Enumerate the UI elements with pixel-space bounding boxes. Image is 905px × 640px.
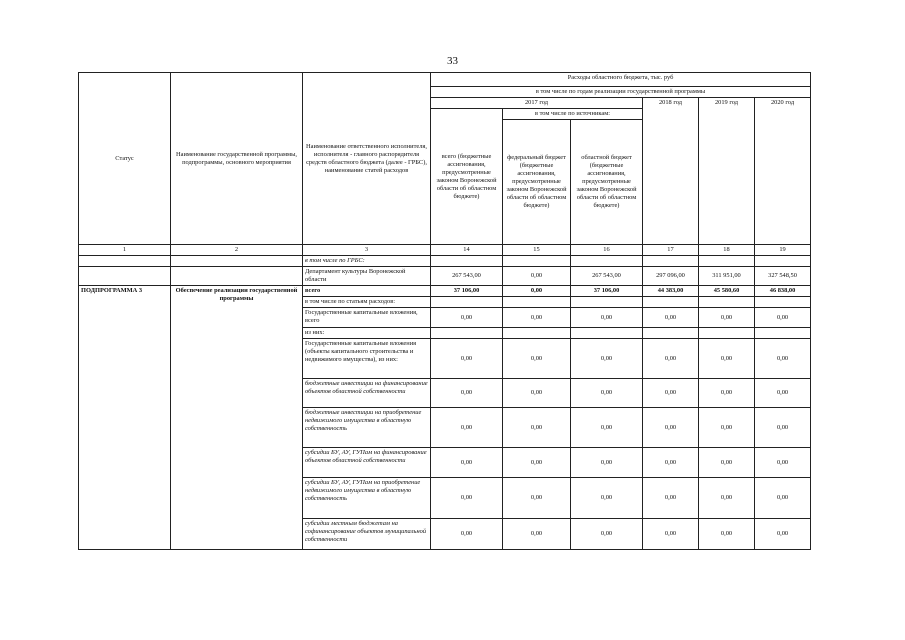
value-cell: 0,00 xyxy=(699,478,755,519)
detail-label: субсидии БУ, АУ, ГУПам на финансирование объектов областной собственности xyxy=(303,448,431,478)
value-cell: 0,00 xyxy=(755,448,811,478)
header-federal-col: федеральный бюджет (бюджетные ассигнования, предусмотренные законом Воронежской области об областном бюджете) xyxy=(503,120,571,245)
value-cell: 0,00 xyxy=(431,379,503,408)
header-budget-title: Расходы областного бюджета, тыс. руб xyxy=(431,73,811,87)
value-cell: 0,00 xyxy=(503,448,571,478)
detail-label: субсидии местным бюджетам на софинансирование объектов муниципальной собственности xyxy=(303,519,431,550)
department-row xyxy=(79,267,811,286)
department-label: Департамент культуры Воронежской области xyxy=(303,267,431,286)
col-index: 19 xyxy=(755,245,811,256)
value-cell: 0,00 xyxy=(755,339,811,379)
header-executor-name: Наименование ответственного исполнителя, исполнителя - главного распорядителя средств областного бюджета (далее - ГРБС), наименование статей расходов xyxy=(303,73,431,245)
value-cell: 0,00 xyxy=(643,478,699,519)
value-cell: 0,00 xyxy=(643,408,699,448)
header-by-sources: в том числе по источникам: xyxy=(503,109,643,120)
value-cell: 0,00 xyxy=(699,519,755,550)
value-cell: 311 951,00 xyxy=(699,267,755,286)
col-index: 2 xyxy=(171,245,303,256)
header-total-col: всего (бюджетные ассигнования, предусмотренные законом Воронежской области об областном бюджете) xyxy=(431,109,503,245)
value-cell: 0,00 xyxy=(571,379,643,408)
value-cell: 45 580,60 xyxy=(699,286,755,297)
header-year-2018: 2018 год xyxy=(643,98,699,245)
value-cell: 0,00 xyxy=(431,308,503,328)
value-cell: 0,00 xyxy=(699,308,755,328)
value-cell: 0,00 xyxy=(431,408,503,448)
value-cell: 0,00 xyxy=(503,267,571,286)
col-index: 17 xyxy=(643,245,699,256)
of-them-label: из них: xyxy=(303,328,431,339)
by-items-label: в том числе по статьям расходов: xyxy=(303,297,431,308)
subprogram-name: Обеспечение реализации государственной программы xyxy=(171,286,303,550)
value-cell: 0,00 xyxy=(643,339,699,379)
value-cell: 0,00 xyxy=(503,478,571,519)
subprogram-total-row xyxy=(79,286,811,297)
value-cell: 0,00 xyxy=(503,519,571,550)
header-by-years: в том числе по годам реализации государственной программы xyxy=(431,87,811,98)
value-cell: 0,00 xyxy=(503,408,571,448)
value-cell: 0,00 xyxy=(571,448,643,478)
value-cell: 0,00 xyxy=(643,379,699,408)
header-year-2019: 2019 год xyxy=(699,98,755,245)
value-cell: 0,00 xyxy=(755,379,811,408)
header-status: Статус xyxy=(79,73,171,245)
value-cell: 0,00 xyxy=(643,448,699,478)
value-cell: 0,00 xyxy=(755,478,811,519)
value-cell: 0,00 xyxy=(503,286,571,297)
value-cell: 0,00 xyxy=(699,339,755,379)
subprogram-status: ПОДПРОГРАММА 3 xyxy=(79,286,171,550)
col-index: 18 xyxy=(699,245,755,256)
col-index: 1 xyxy=(79,245,171,256)
page-number: 33 xyxy=(447,55,458,67)
value-cell: 0,00 xyxy=(643,519,699,550)
value-cell: 267 543,00 xyxy=(571,267,643,286)
header-year-2020: 2020 год xyxy=(755,98,811,245)
value-cell: 0,00 xyxy=(571,339,643,379)
value-cell: 327 548,50 xyxy=(755,267,811,286)
value-cell: 0,00 xyxy=(431,519,503,550)
value-cell: 0,00 xyxy=(699,408,755,448)
value-cell: 0,00 xyxy=(503,379,571,408)
capital-investments-label: Государственные капитальные вложения, всего xyxy=(303,308,431,328)
value-cell: 46 838,00 xyxy=(755,286,811,297)
detail-label: бюджетные инвестиции на приобретение недвижимого имущества в областную собственность xyxy=(303,408,431,448)
value-cell: 0,00 xyxy=(571,408,643,448)
value-cell: 37 106,00 xyxy=(431,286,503,297)
value-cell: 0,00 xyxy=(643,308,699,328)
value-cell: 0,00 xyxy=(431,339,503,379)
col-index: 16 xyxy=(571,245,643,256)
col-index: 3 xyxy=(303,245,431,256)
value-cell: 44 383,00 xyxy=(643,286,699,297)
total-label: всего xyxy=(303,286,431,297)
column-index-row xyxy=(79,245,811,256)
value-cell: 0,00 xyxy=(699,379,755,408)
grbs-label: в том числе по ГРБС: xyxy=(303,256,431,267)
header-program-name: Наименование государственной программы, подпрограммы, основного мероприятия xyxy=(171,73,303,245)
capital-objects-label: Государственные капитальные вложения (объекты капитального строительства и недвижимого имущества), из них: xyxy=(303,339,431,379)
value-cell: 0,00 xyxy=(431,478,503,519)
value-cell: 0,00 xyxy=(699,448,755,478)
budget-table xyxy=(78,72,811,550)
header-regional-col: областной бюджет (бюджетные ассигнования, предусмотренные законом Воронежской области об областном бюджете) xyxy=(571,120,643,245)
grbs-row xyxy=(79,256,811,267)
detail-label: бюджетные инвестиции на финансирование объектов областной собственности xyxy=(303,379,431,408)
col-index: 14 xyxy=(431,245,503,256)
value-cell: 0,00 xyxy=(431,448,503,478)
value-cell: 0,00 xyxy=(571,478,643,519)
value-cell: 0,00 xyxy=(755,519,811,550)
value-cell: 0,00 xyxy=(571,519,643,550)
header-year-2017: 2017 год xyxy=(431,98,643,109)
value-cell: 0,00 xyxy=(755,408,811,448)
value-cell: 0,00 xyxy=(755,308,811,328)
value-cell: 297 096,00 xyxy=(643,267,699,286)
value-cell: 0,00 xyxy=(503,308,571,328)
value-cell: 37 106,00 xyxy=(571,286,643,297)
value-cell: 0,00 xyxy=(571,308,643,328)
value-cell: 267 543,00 xyxy=(431,267,503,286)
col-index: 15 xyxy=(503,245,571,256)
detail-label: субсидии БУ, АУ, ГУПам на приобретение недвижимого имущества в областную собственность xyxy=(303,478,431,519)
value-cell: 0,00 xyxy=(503,339,571,379)
